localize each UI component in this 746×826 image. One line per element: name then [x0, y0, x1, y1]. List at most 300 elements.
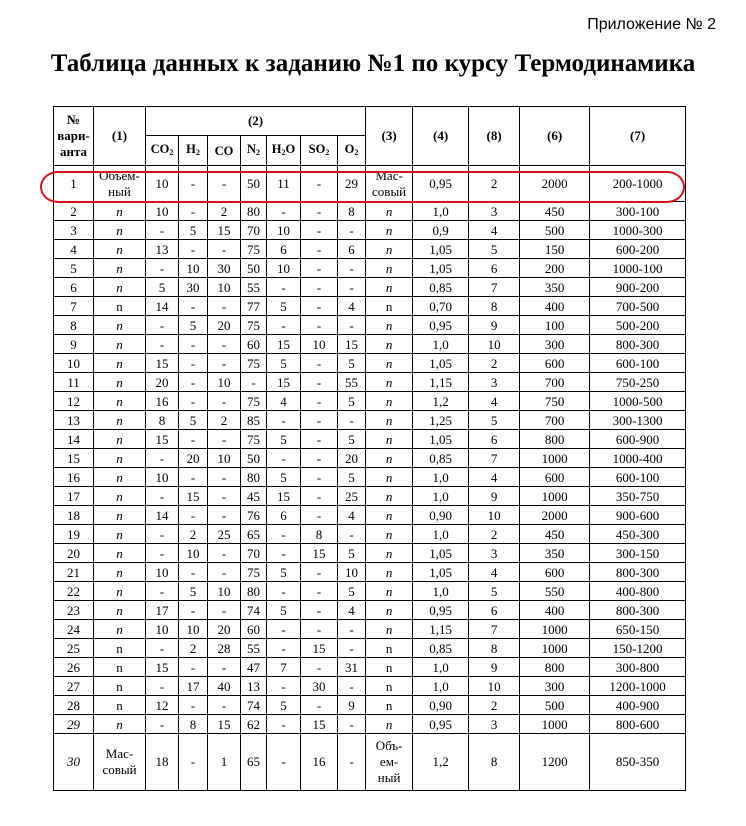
cell-o2: 10 — [338, 563, 366, 582]
cell-so2: - — [301, 506, 338, 525]
cell-4: 1,0 — [413, 487, 469, 506]
cell-co: 10 — [208, 582, 241, 601]
cell-o2: 8 — [338, 202, 366, 221]
cell-n2: 13 — [241, 677, 267, 696]
cell-h2o: 5 — [267, 563, 301, 582]
cell-co2: 15 — [146, 354, 179, 373]
cell-o2: 5 — [338, 544, 366, 563]
variant-number: 23 — [54, 601, 94, 620]
cell-h2: 10 — [179, 544, 208, 563]
cell-so2: - — [301, 373, 338, 392]
cell-co: - — [208, 335, 241, 354]
variant-number: 5 — [54, 259, 94, 278]
target-type: п — [366, 582, 413, 601]
cell-h2: 2 — [179, 525, 208, 544]
cell-n2: 47 — [241, 658, 267, 677]
cell-7: 150-1200 — [590, 639, 686, 658]
table-row — [54, 620, 686, 639]
cell-6: 300 — [520, 335, 590, 354]
cell-o2: 5 — [338, 354, 366, 373]
cell-so2: - — [301, 620, 338, 639]
cell-6: 1000 — [520, 487, 590, 506]
cell-h2: - — [179, 373, 208, 392]
composition-type: п — [94, 582, 146, 601]
cell-n2: 50 — [241, 449, 267, 468]
cell-co2: 8 — [146, 411, 179, 430]
cell-6: 700 — [520, 411, 590, 430]
table-row — [54, 411, 686, 430]
cell-7: 300-100 — [590, 202, 686, 221]
cell-h2: 2 — [179, 639, 208, 658]
cell-co2: - — [146, 544, 179, 563]
cell-7: 1000-400 — [590, 449, 686, 468]
cell-h2o: - — [267, 202, 301, 221]
cell-o2: - — [338, 316, 366, 335]
cell-8: 6 — [469, 430, 520, 449]
cell-h2: 15 — [179, 487, 208, 506]
cell-6: 1200 — [520, 734, 590, 791]
cell-8: 6 — [469, 601, 520, 620]
cell-h2: 8 — [179, 715, 208, 734]
variant-number: 30 — [54, 734, 94, 791]
composition-type: п — [94, 202, 146, 221]
cell-n2: 75 — [241, 316, 267, 335]
cell-co2: 14 — [146, 297, 179, 316]
cell-h2: 5 — [179, 411, 208, 430]
cell-8: 2 — [469, 525, 520, 544]
composition-type: п — [94, 430, 146, 449]
table-row — [54, 297, 686, 316]
table-row — [54, 715, 686, 734]
cell-n2: 55 — [241, 639, 267, 658]
cell-so2: - — [301, 468, 338, 487]
cell-n2: 70 — [241, 544, 267, 563]
cell-co2: - — [146, 639, 179, 658]
cell-so2: - — [301, 221, 338, 240]
cell-6: 150 — [520, 240, 590, 259]
cell-8: 3 — [469, 202, 520, 221]
cell-so2: 16 — [301, 734, 338, 791]
cell-6: 800 — [520, 658, 590, 677]
cell-n2: 75 — [241, 430, 267, 449]
cell-h2: - — [179, 354, 208, 373]
cell-4: 1,0 — [413, 468, 469, 487]
cell-so2: - — [301, 202, 338, 221]
cell-7: 450-300 — [590, 525, 686, 544]
cell-so2: 30 — [301, 677, 338, 696]
cell-7: 800-300 — [590, 335, 686, 354]
target-type: п — [366, 544, 413, 563]
target-type: п — [366, 449, 413, 468]
cell-8: 7 — [469, 278, 520, 297]
variant-number: 12 — [54, 392, 94, 411]
table-row — [54, 373, 686, 392]
cell-n2: 74 — [241, 696, 267, 715]
target-type: п — [366, 278, 413, 297]
composition-type: п — [94, 335, 146, 354]
target-type: п — [366, 259, 413, 278]
header-col-4: (4) — [413, 107, 469, 166]
cell-co: 25 — [208, 525, 241, 544]
cell-6: 600 — [520, 563, 590, 582]
cell-co: 40 — [208, 677, 241, 696]
cell-8: 5 — [469, 240, 520, 259]
target-type: п — [366, 221, 413, 240]
target-type: п — [366, 601, 413, 620]
cell-n2: 75 — [241, 354, 267, 373]
table-row — [54, 658, 686, 677]
header-row-top — [54, 107, 686, 136]
cell-8: 4 — [469, 392, 520, 411]
cell-n2: 50 — [241, 259, 267, 278]
cell-h2o: - — [267, 677, 301, 696]
cell-7: 800-600 — [590, 715, 686, 734]
cell-so2: - — [301, 240, 338, 259]
cell-h2: - — [179, 392, 208, 411]
cell-h2o: 7 — [267, 658, 301, 677]
gas-header-so2: $SO_2$ — [301, 136, 338, 166]
target-type: п — [366, 715, 413, 734]
cell-so2: - — [301, 563, 338, 582]
cell-co: - — [208, 658, 241, 677]
cell-7: 400-900 — [590, 696, 686, 715]
cell-co: 20 — [208, 620, 241, 639]
cell-n2: 70 — [241, 221, 267, 240]
composition-type: п — [94, 715, 146, 734]
cell-co: 2 — [208, 411, 241, 430]
cell-n2: 75 — [241, 392, 267, 411]
cell-h2o: 6 — [267, 506, 301, 525]
cell-8: 7 — [469, 449, 520, 468]
cell-so2: - — [301, 582, 338, 601]
table-row — [54, 316, 686, 335]
cell-6: 100 — [520, 316, 590, 335]
cell-6: 700 — [520, 373, 590, 392]
cell-h2: - — [179, 297, 208, 316]
cell-h2o: 15 — [267, 487, 301, 506]
cell-8: 4 — [469, 468, 520, 487]
cell-8: 3 — [469, 715, 520, 734]
target-type: п — [366, 487, 413, 506]
cell-6: 2000 — [520, 506, 590, 525]
target-type: Объ- ем- ный — [366, 734, 413, 791]
variant-number: 21 — [54, 563, 94, 582]
composition-type: п — [94, 411, 146, 430]
table-row-highlighted — [54, 166, 686, 202]
cell-4: 1,25 — [413, 411, 469, 430]
cell-co2: - — [146, 525, 179, 544]
cell-h2: 10 — [179, 620, 208, 639]
cell-n2: 77 — [241, 297, 267, 316]
cell-8: 7 — [469, 620, 520, 639]
header-col-8: (8) — [469, 107, 520, 166]
cell-h2: - — [179, 658, 208, 677]
cell-co2: - — [146, 715, 179, 734]
cell-h2o: - — [267, 411, 301, 430]
cell-h2o: - — [267, 278, 301, 297]
cell-co2: 15 — [146, 658, 179, 677]
gas-header-n2: $N_2$ — [241, 136, 267, 166]
table-row — [54, 639, 686, 658]
cell-7: 500-200 — [590, 316, 686, 335]
variant-number: 19 — [54, 525, 94, 544]
cell-co: - — [208, 354, 241, 373]
cell-6: 550 — [520, 582, 590, 601]
cell-o2: - — [338, 734, 366, 791]
cell-co2: 10 — [146, 620, 179, 639]
cell-o2: - — [338, 639, 366, 658]
cell-6: 1000 — [520, 449, 590, 468]
cell-h2o: - — [267, 525, 301, 544]
cell-4: 0,90 — [413, 506, 469, 525]
cell-8: 10 — [469, 677, 520, 696]
table-row — [54, 544, 686, 563]
cell-h2o: 4 — [267, 392, 301, 411]
cell-so2: - — [301, 166, 338, 202]
target-type: n — [366, 696, 413, 715]
cell-h2: 30 — [179, 278, 208, 297]
cell-h2: - — [179, 166, 208, 202]
cell-co2: - — [146, 487, 179, 506]
composition-type: n — [94, 658, 146, 677]
cell-so2: - — [301, 316, 338, 335]
cell-n2: 74 — [241, 601, 267, 620]
cell-o2: 29 — [338, 166, 366, 202]
cell-co2: - — [146, 335, 179, 354]
cell-h2o: - — [267, 582, 301, 601]
variant-number: 20 — [54, 544, 94, 563]
cell-4: 1,05 — [413, 240, 469, 259]
cell-co2: 10 — [146, 563, 179, 582]
target-type: n — [366, 297, 413, 316]
variant-number: 4 — [54, 240, 94, 259]
composition-type: п — [94, 240, 146, 259]
cell-co: - — [208, 601, 241, 620]
cell-h2: 20 — [179, 449, 208, 468]
target-type: п — [366, 354, 413, 373]
cell-n2: 76 — [241, 506, 267, 525]
gas-header-o2: $O_2$ — [338, 136, 366, 166]
cell-6: 450 — [520, 202, 590, 221]
cell-8: 4 — [469, 221, 520, 240]
header-col-3: (3) — [366, 107, 413, 166]
cell-n2: 50 — [241, 166, 267, 202]
cell-7: 600-100 — [590, 468, 686, 487]
cell-4: 1,2 — [413, 392, 469, 411]
cell-co: 15 — [208, 715, 241, 734]
cell-o2: 6 — [338, 240, 366, 259]
cell-co: 20 — [208, 316, 241, 335]
cell-6: 500 — [520, 696, 590, 715]
target-type: п — [366, 468, 413, 487]
cell-7: 1000-100 — [590, 259, 686, 278]
cell-6: 350 — [520, 544, 590, 563]
cell-n2: 60 — [241, 620, 267, 639]
variant-number: 18 — [54, 506, 94, 525]
cell-o2: 5 — [338, 392, 366, 411]
variant-number: 14 — [54, 430, 94, 449]
cell-6: 600 — [520, 468, 590, 487]
target-type: п — [366, 240, 413, 259]
composition-type: n — [94, 297, 146, 316]
cell-8: 2 — [469, 354, 520, 373]
cell-o2: 4 — [338, 297, 366, 316]
composition-type: n — [94, 696, 146, 715]
target-type: n — [366, 677, 413, 696]
target-type: п — [366, 525, 413, 544]
variant-number: 9 — [54, 335, 94, 354]
cell-4: 1,05 — [413, 563, 469, 582]
target-type: п — [366, 430, 413, 449]
cell-7: 300-150 — [590, 544, 686, 563]
cell-o2: 9 — [338, 696, 366, 715]
composition-type: n — [94, 639, 146, 658]
cell-h2: - — [179, 563, 208, 582]
cell-h2: - — [179, 430, 208, 449]
cell-8: 10 — [469, 335, 520, 354]
cell-h2o: 5 — [267, 354, 301, 373]
cell-co: 10 — [208, 278, 241, 297]
cell-o2: 5 — [338, 430, 366, 449]
cell-h2: - — [179, 696, 208, 715]
cell-4: 0,90 — [413, 696, 469, 715]
cell-so2: - — [301, 487, 338, 506]
cell-6: 400 — [520, 601, 590, 620]
cell-4: 1,05 — [413, 354, 469, 373]
header-col-7: (7) — [590, 107, 686, 166]
cell-h2: 5 — [179, 316, 208, 335]
cell-o2: - — [338, 411, 366, 430]
cell-so2: - — [301, 354, 338, 373]
table-row — [54, 525, 686, 544]
table-row-last — [54, 734, 686, 791]
cell-h2o: 5 — [267, 430, 301, 449]
cell-co2: 15 — [146, 430, 179, 449]
cell-co2: 12 — [146, 696, 179, 715]
cell-7: 600-900 — [590, 430, 686, 449]
target-type: п — [366, 620, 413, 639]
cell-o2: 55 — [338, 373, 366, 392]
variant-number: 10 — [54, 354, 94, 373]
cell-4: 1,0 — [413, 202, 469, 221]
cell-6: 600 — [520, 354, 590, 373]
cell-co2: 16 — [146, 392, 179, 411]
header-col-6: (6) — [520, 107, 590, 166]
cell-h2: - — [179, 601, 208, 620]
cell-co2: - — [146, 582, 179, 601]
cell-co: 2 — [208, 202, 241, 221]
header-col-2: (2) — [146, 107, 366, 136]
gas-header-h2: $H_2$ — [179, 136, 208, 166]
table-row — [54, 487, 686, 506]
table-row — [54, 221, 686, 240]
cell-so2: 8 — [301, 525, 338, 544]
table-row — [54, 677, 686, 696]
composition-type: п — [94, 620, 146, 639]
cell-7: 300-1300 — [590, 411, 686, 430]
cell-co2: 18 — [146, 734, 179, 791]
cell-co: - — [208, 696, 241, 715]
variant-number: 1 — [54, 166, 94, 202]
cell-8: 9 — [469, 487, 520, 506]
composition-type: п — [94, 468, 146, 487]
cell-7: 600-100 — [590, 354, 686, 373]
target-type: n — [366, 639, 413, 658]
cell-4: 0,85 — [413, 278, 469, 297]
cell-so2: 15 — [301, 544, 338, 563]
cell-n2: 62 — [241, 715, 267, 734]
cell-h2o: - — [267, 734, 301, 791]
table-row — [54, 449, 686, 468]
cell-so2: 15 — [301, 639, 338, 658]
variant-number: 29 — [54, 715, 94, 734]
cell-7: 350-750 — [590, 487, 686, 506]
page-title: Таблица данных к заданию №1 по курсу Термодинамика — [50, 50, 696, 77]
cell-4: 1,15 — [413, 373, 469, 392]
cell-co: - — [208, 392, 241, 411]
table-row — [54, 392, 686, 411]
table-row — [54, 468, 686, 487]
cell-o2: - — [338, 259, 366, 278]
cell-4: 0,95 — [413, 166, 469, 202]
cell-co2: 10 — [146, 202, 179, 221]
cell-8: 5 — [469, 411, 520, 430]
cell-8: 6 — [469, 259, 520, 278]
cell-o2: - — [338, 715, 366, 734]
cell-6: 800 — [520, 430, 590, 449]
cell-co: - — [208, 240, 241, 259]
cell-6: 2000 — [520, 166, 590, 202]
variant-number: 28 — [54, 696, 94, 715]
cell-co: - — [208, 563, 241, 582]
cell-co2: 14 — [146, 506, 179, 525]
cell-6: 750 — [520, 392, 590, 411]
cell-so2: 10 — [301, 335, 338, 354]
cell-8: 8 — [469, 297, 520, 316]
cell-co: 1 — [208, 734, 241, 791]
cell-n2: - — [241, 373, 267, 392]
cell-7: 800-300 — [590, 601, 686, 620]
cell-o2: - — [338, 221, 366, 240]
cell-8: 8 — [469, 639, 520, 658]
table-row — [54, 430, 686, 449]
cell-h2o: - — [267, 316, 301, 335]
cell-co2: - — [146, 259, 179, 278]
cell-n2: 75 — [241, 240, 267, 259]
cell-h2: 5 — [179, 221, 208, 240]
cell-so2: - — [301, 601, 338, 620]
cell-h2: - — [179, 734, 208, 791]
cell-h2o: - — [267, 449, 301, 468]
cell-co2: - — [146, 449, 179, 468]
cell-h2o: 15 — [267, 373, 301, 392]
composition-type: п — [94, 506, 146, 525]
cell-4: 0,85 — [413, 639, 469, 658]
cell-o2: 5 — [338, 468, 366, 487]
cell-n2: 55 — [241, 278, 267, 297]
cell-o2: 15 — [338, 335, 366, 354]
composition-type: п — [94, 354, 146, 373]
cell-o2: - — [338, 278, 366, 297]
cell-6: 500 — [520, 221, 590, 240]
gas-header-co: CO — [208, 136, 241, 166]
cell-7: 200-1000 — [590, 166, 686, 202]
cell-4: 1,0 — [413, 525, 469, 544]
target-type: n — [366, 658, 413, 677]
table-row — [54, 240, 686, 259]
composition-type: п — [94, 563, 146, 582]
cell-co2: - — [146, 316, 179, 335]
